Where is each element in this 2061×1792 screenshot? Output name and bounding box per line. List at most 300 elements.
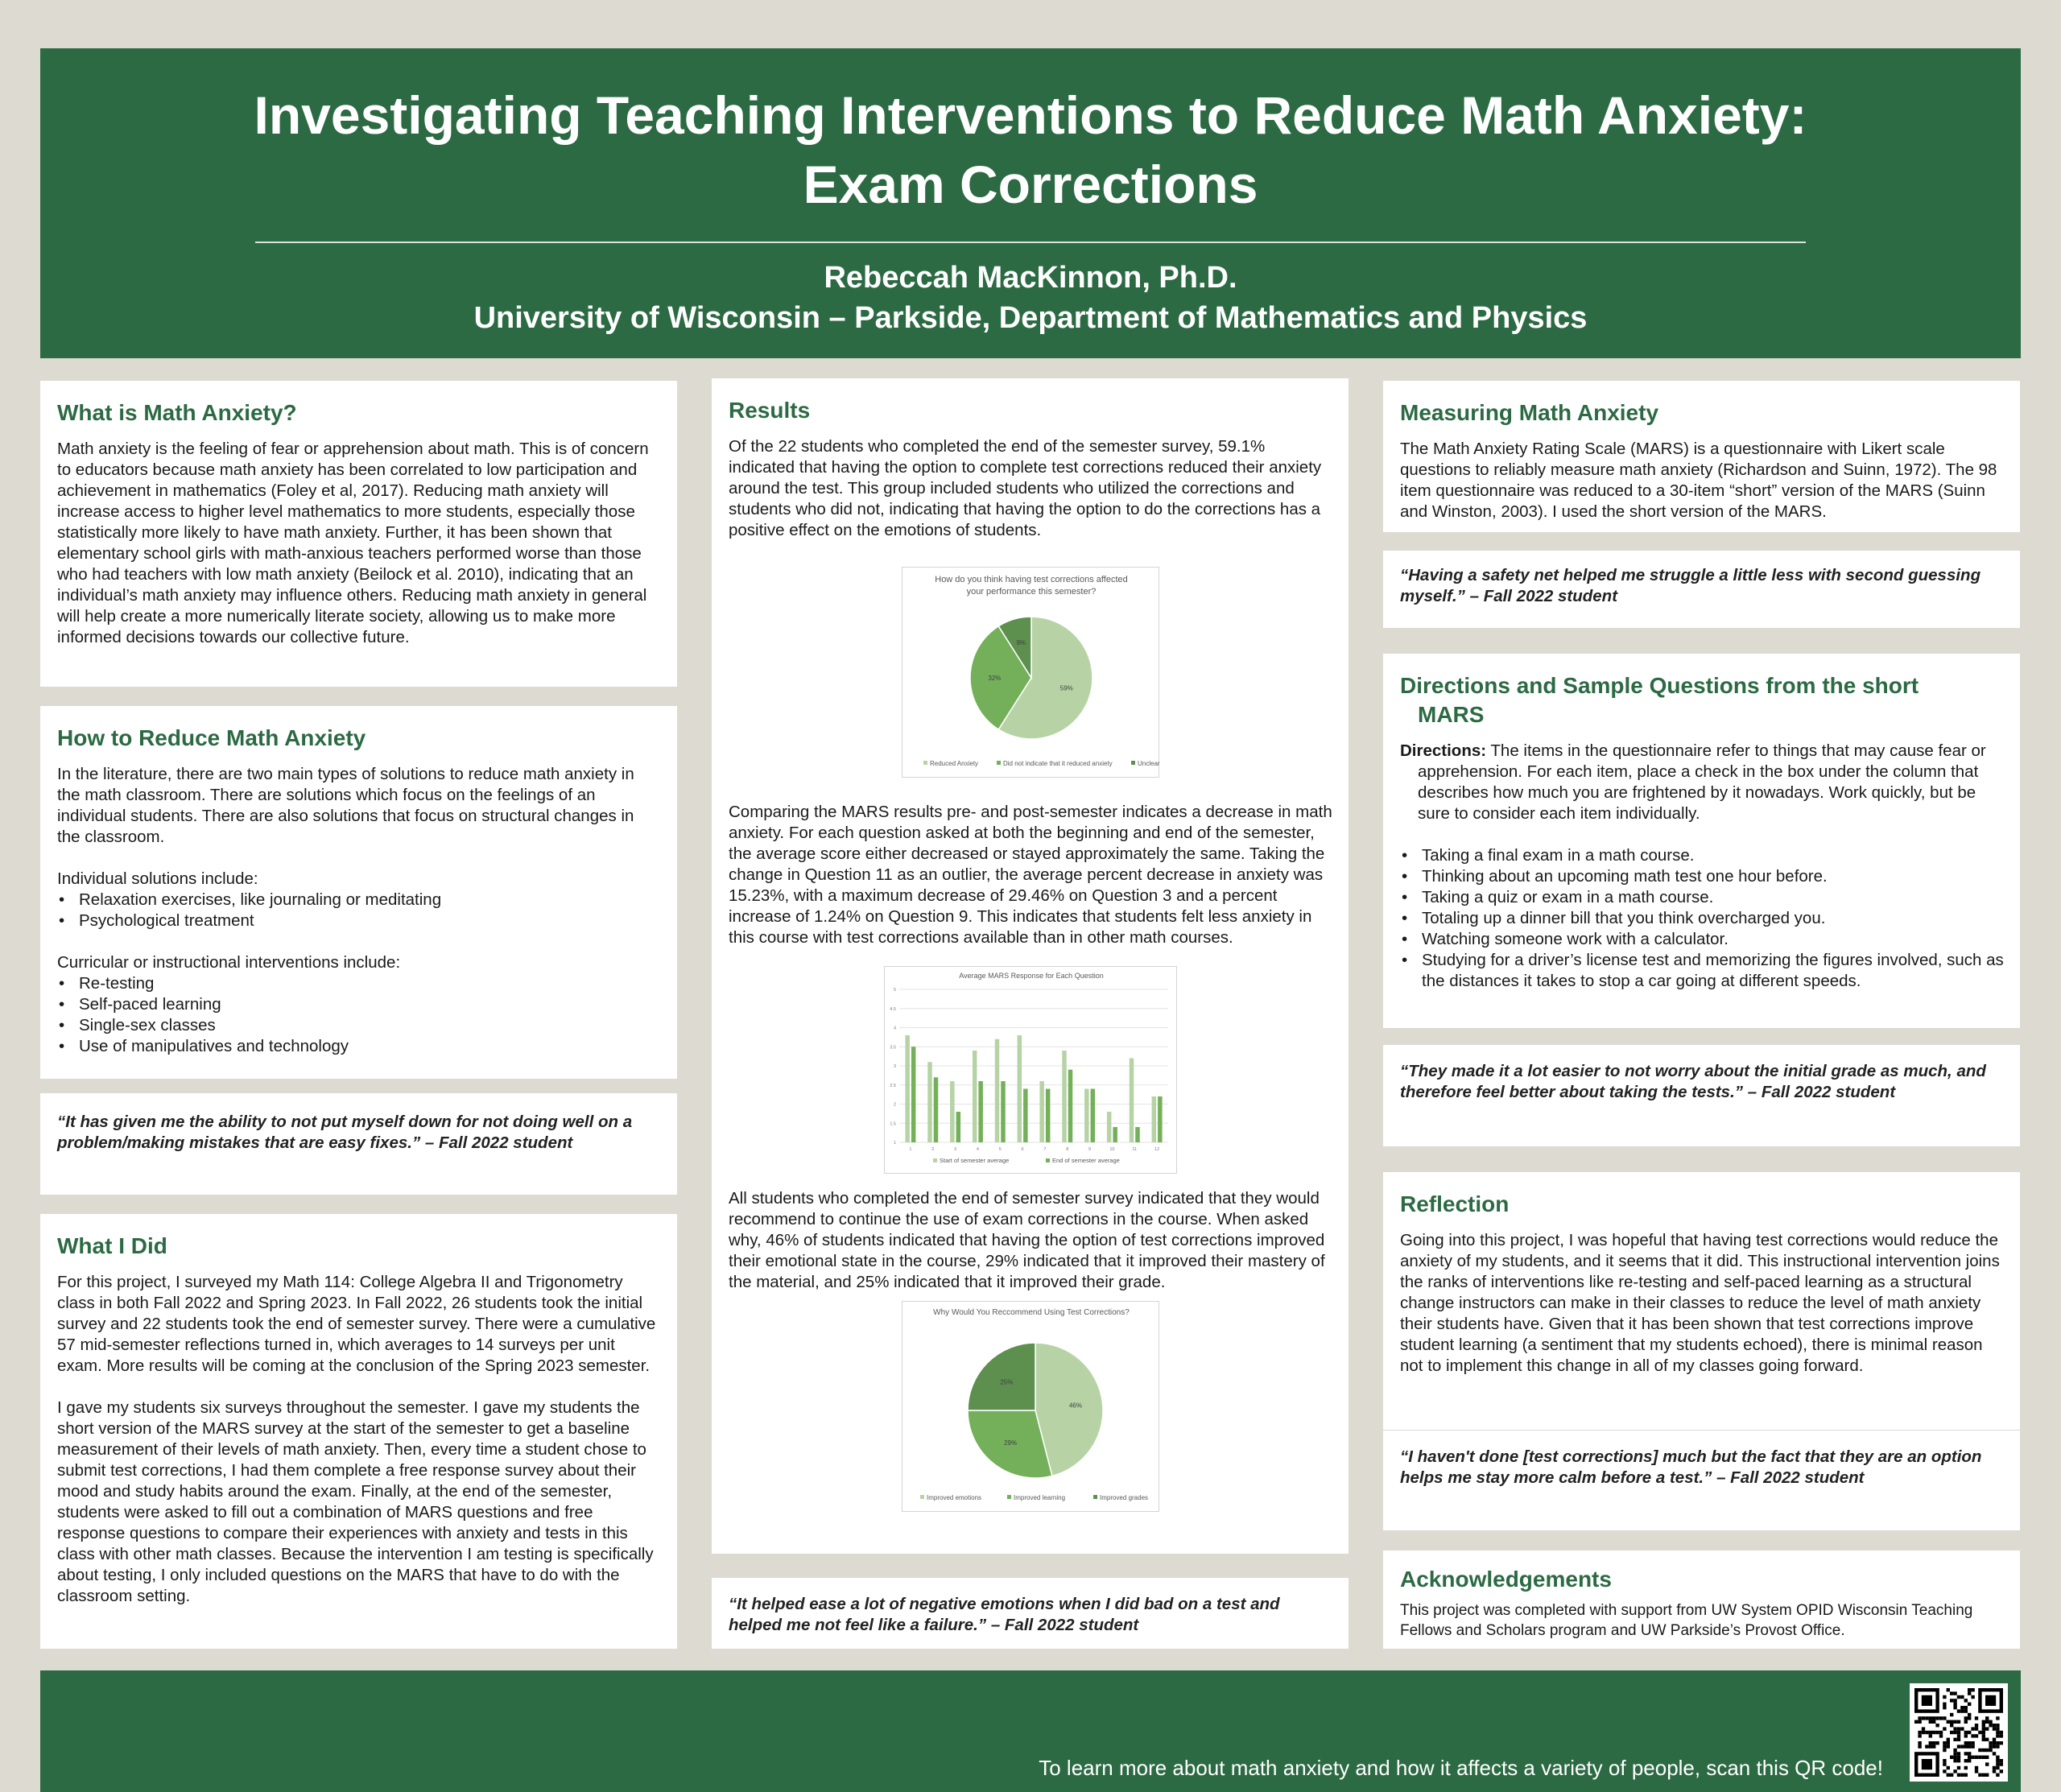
qr-module	[1964, 1709, 1968, 1712]
qr-module	[1968, 1713, 1971, 1716]
section-body-p2: I gave my students six surveys throughout the semester. I gave my students the short version of the MARS survey at the start of the semester to get a baseline measurement of their levels of math anxiety. Then, every time a student chose to submit test corrections, I had them complete a free response survey about their mood and study habits around the exam. Finally, at the end of the semester, students were asked to fill out a combination of MARS questions and free response questions to compare their experiences with anxiety and tests in this class with other math classes. Because the intervention I am testing is specifically about testing, I only included questions on the MARS that have to do with the classroom setting.	[57, 1398, 654, 1605]
bar	[1039, 1081, 1044, 1142]
qr-module	[1957, 1727, 1960, 1730]
qr-module	[1985, 1762, 1989, 1765]
qr-module	[1996, 1773, 1999, 1777]
qr-module	[1957, 1773, 1960, 1777]
heading-line-2: MARS	[1418, 702, 1485, 727]
qr-module	[1968, 1759, 1971, 1762]
qr-module	[1989, 1724, 1992, 1727]
qr-module	[1968, 1691, 1971, 1695]
qr-module	[1982, 1724, 1985, 1727]
qr-module	[1989, 1745, 1992, 1748]
y-tick-label: 3.5	[890, 1045, 896, 1051]
qr-module	[1996, 1759, 1999, 1762]
qr-module	[1953, 1699, 1956, 1702]
bar	[1113, 1127, 1117, 1142]
legend-label: Start of semester average	[940, 1157, 1010, 1164]
qr-module	[1925, 1716, 1928, 1720]
legend-label: Improved emotions	[927, 1494, 982, 1501]
chart-title-line-2: your performance this semester?	[966, 587, 1097, 597]
section-body-p1: For this project, I surveyed my Math 114: College Algebra II and Trigonometry class in both Fall 2022 and Spring 2023. In Fall 2022, 26 students took the initial survey and 22 students took the end of semester survey. There were a cumulative 57 mid-semester reflections turned in, which averages to 14 surveys per unit exam. More results will be coming at the conclusion of the Spring 2023 semester.	[57, 1273, 656, 1375]
qr-module	[1964, 1720, 1968, 1724]
qr-module	[1943, 1769, 1946, 1773]
qr-module	[1996, 1716, 1999, 1720]
qr-module	[1943, 1759, 1946, 1762]
slice-label: 9%	[1016, 639, 1026, 647]
qr-module	[1947, 1773, 1950, 1777]
qr-module	[1943, 1706, 1946, 1709]
qr-module	[1943, 1727, 1946, 1730]
qr-module	[1996, 1745, 1999, 1748]
x-tick-label: 12	[1154, 1147, 1160, 1152]
legend-swatch	[923, 761, 927, 765]
bar	[1001, 1081, 1006, 1142]
qr-module	[1947, 1766, 1950, 1769]
qr-module	[1957, 1734, 1960, 1737]
qr-module	[1957, 1738, 1960, 1741]
slice-label: 32%	[988, 675, 1002, 682]
pie-slice	[968, 1343, 1035, 1410]
pie-chart-svg	[902, 1302, 1160, 1513]
chart-title-line-1: How do you think having test corrections affected	[935, 575, 1128, 584]
qr-module	[1975, 1727, 1978, 1730]
bar	[973, 1051, 977, 1142]
qr-module	[1953, 1691, 1956, 1695]
qr-module	[1953, 1769, 1956, 1773]
qr-module	[1975, 1734, 1978, 1737]
results-p2: Comparing the MARS results pre- and post-semester indicates a decrease in math anxiety. For each question asked at both the beginning and end of the semester, the average score either decreased or stayed approximately the same. Taking the change in Question 11 as an outlier, the average percent decrease in anxiety was 15.23%, with a maximum decrease of 29.46% on Question 3 and a percent increase of 1.24% on Question 9. This indicates that students felt less anxiety in this course with test corrections available than in other math courses.	[729, 803, 1332, 947]
bar	[1091, 1089, 1095, 1143]
qr-module	[1957, 1720, 1960, 1724]
bar	[950, 1081, 955, 1142]
qr-module	[1929, 1731, 1932, 1734]
bar	[1158, 1096, 1163, 1142]
qr-module	[1989, 1720, 1992, 1724]
qr-module	[1993, 1769, 1996, 1773]
chart-title: Average MARS Response for Each Question	[959, 972, 1104, 980]
x-tick-label: 1	[909, 1147, 912, 1152]
what-is-math-anxiety-section	[40, 381, 677, 687]
quote-box-3	[1383, 1045, 2020, 1146]
bar	[1084, 1089, 1089, 1143]
measuring-section	[1383, 381, 2020, 532]
qr-module	[1968, 1731, 1971, 1734]
qr-module	[1982, 1731, 1985, 1734]
qr-code-icon[interactable]	[1910, 1683, 2008, 1782]
list-item: • Studying for a driver’s license test and memorizing the figures involved, such as the distances it takes to stop a car going at different speeds.	[1400, 950, 2004, 992]
qr-module	[1964, 1706, 1968, 1709]
qr-module	[1953, 1756, 1956, 1759]
reflection-section	[1383, 1172, 2020, 1430]
qr-module	[1947, 1741, 1950, 1745]
pie-chart-svg	[902, 568, 1160, 778]
legend-swatch	[920, 1495, 924, 1499]
qr-module	[1953, 1749, 1956, 1752]
qr-module	[1975, 1766, 1978, 1769]
qr-module	[1982, 1720, 1985, 1724]
qr-module	[1964, 1759, 1968, 1762]
qr-module	[1947, 1738, 1950, 1741]
x-tick-label: 10	[1109, 1147, 1115, 1152]
qr-module	[1932, 1745, 1935, 1748]
y-tick-label: 3	[893, 1064, 896, 1069]
qr-module	[1953, 1703, 1956, 1706]
title-line-1: Investigating Teaching Interventions to Reduce Math Anxiety:	[254, 85, 1807, 145]
qr-module	[1975, 1724, 1978, 1727]
how-to-reduce-section	[40, 706, 677, 1079]
qr-module	[1960, 1773, 1964, 1777]
qr-module	[1953, 1720, 1956, 1724]
qr-module	[1950, 1724, 1953, 1727]
qr-module	[2000, 1741, 2003, 1745]
legend-swatch	[1093, 1495, 1097, 1499]
y-tick-label: 5	[893, 988, 896, 993]
qr-module	[1950, 1713, 1953, 1716]
qr-module	[1957, 1766, 1960, 1769]
y-tick-label: 4.5	[890, 1006, 896, 1012]
qr-module	[1943, 1745, 1946, 1748]
bar	[1107, 1112, 1112, 1142]
bar	[905, 1035, 910, 1142]
x-tick-label: 8	[1066, 1147, 1069, 1152]
qr-module	[1953, 1759, 1956, 1762]
student-quote: “Having a safety net helped me struggle a little less with second guessing myself.” – Fall 2022 student	[1400, 566, 1981, 605]
legend-label: Reduced Anxiety	[930, 760, 979, 767]
qr-module	[1925, 1731, 1928, 1734]
qr-module	[1957, 1759, 1960, 1762]
bar	[1062, 1051, 1067, 1142]
qr-module	[1993, 1752, 1996, 1755]
qr-module	[1960, 1706, 1964, 1709]
poster-title	[40, 81, 2021, 219]
qr-module	[1943, 1762, 1946, 1765]
qr-module	[1982, 1727, 1985, 1730]
bar	[978, 1081, 983, 1142]
qr-module	[1971, 1695, 1974, 1699]
qr-module	[1943, 1741, 1946, 1745]
qr-call-to-action: To learn more about math anxiety and how it affects a variety of people, scan this QR code!	[1039, 1756, 1883, 1780]
qr-module	[1982, 1749, 1985, 1752]
qr-module	[1993, 1766, 1996, 1769]
qr-module	[1985, 1738, 1989, 1741]
slice-label: 59%	[1059, 684, 1073, 692]
qr-module	[1947, 1720, 1950, 1724]
qr-module	[1982, 1734, 1985, 1737]
quote-box-4	[1383, 1431, 2020, 1530]
list-item: • Use of manipulatives and technology	[57, 1036, 661, 1057]
y-tick-label: 2	[893, 1102, 896, 1108]
student-quote: “It helped ease a lot of negative emotions when I did bad on a test and helped me not feel like a failure.” – Fall 2022 student	[729, 1595, 1280, 1634]
individual-list	[57, 890, 661, 931]
list-item: • Single-sex classes	[57, 1015, 661, 1036]
list-item: • Psychological treatment	[57, 910, 661, 931]
heading-line-1: Directions and Sample Questions from the short	[1400, 673, 1919, 698]
qr-module	[1957, 1745, 1960, 1748]
quote-box-2	[1383, 551, 2020, 628]
legend-label: Did not indicate that it reduced anxiety	[1003, 760, 1113, 767]
qr-module	[1996, 1734, 1999, 1737]
qr-module	[1953, 1731, 1956, 1734]
qr-module	[1950, 1699, 1953, 1702]
qr-module	[2000, 1762, 2003, 1765]
quote-box-results	[712, 1578, 1349, 1649]
qr-module	[1953, 1706, 1956, 1709]
y-tick-label: 2.5	[890, 1083, 896, 1088]
qr-module	[1953, 1752, 1956, 1755]
qr-module	[1950, 1773, 1953, 1777]
legend-swatch	[1131, 761, 1135, 765]
section-intro: In the literature, there are two main types of solutions to reduce math anxiety in the math classroom. There are solutions which focus on the feelings of an individual students. There are also solutions that focus on structural changes in the classroom.	[57, 765, 634, 846]
list-item: • Relaxation exercises, like journaling or meditating	[57, 890, 661, 910]
directions-text	[1400, 741, 2004, 824]
bar	[1046, 1089, 1051, 1143]
header-divider	[255, 242, 1806, 243]
legend-swatch	[933, 1158, 937, 1162]
list-item: • Self-paced learning	[57, 994, 661, 1015]
qr-module	[1993, 1745, 1996, 1748]
qr-module	[1947, 1688, 1950, 1691]
quote-box-1	[40, 1093, 677, 1195]
qr-module	[1993, 1724, 1996, 1727]
directions-section	[1383, 654, 2020, 1028]
qr-finder	[1922, 1759, 1932, 1769]
x-tick-label: 3	[954, 1147, 957, 1152]
legend-label: Unclear	[1138, 760, 1160, 767]
x-tick-label: 6	[1021, 1147, 1024, 1152]
bar	[911, 1047, 916, 1142]
legend-swatch	[1046, 1158, 1050, 1162]
qr-module	[1957, 1756, 1960, 1759]
bar	[956, 1112, 961, 1142]
qr-module	[1939, 1734, 1943, 1737]
qr-module	[1932, 1716, 1935, 1720]
qr-module	[1925, 1745, 1928, 1748]
qr-module	[2000, 1734, 2003, 1737]
list-item: • Taking a final exam in a math course.	[1400, 845, 2004, 866]
slice-label: 25%	[1000, 1378, 1014, 1386]
legend-label: Improved grades	[1100, 1494, 1149, 1501]
sample-question-list	[1400, 845, 2004, 992]
qr-module	[1918, 1745, 1921, 1748]
section-heading: Results	[729, 398, 811, 423]
qr-module	[1914, 1720, 1918, 1724]
qr-module	[1964, 1745, 1968, 1748]
qr-module	[1935, 1731, 1939, 1734]
qr-module	[1922, 1731, 1925, 1734]
slice-label: 46%	[1068, 1402, 1083, 1410]
bar	[1068, 1070, 1073, 1142]
qr-module	[1960, 1695, 1964, 1699]
qr-finder	[1922, 1695, 1932, 1706]
curricular-list	[57, 973, 661, 1057]
qr-module	[1968, 1756, 1971, 1759]
qr-module	[1996, 1727, 1999, 1730]
qr-module	[1971, 1741, 1974, 1745]
qr-module	[1993, 1741, 1996, 1745]
qr-module	[1978, 1749, 1981, 1752]
section-body: Going into this project, I was hopeful that having test corrections would reduce the anxiety of my students, and it seems that it did. This instructional intervention joins the ranks of interventions like re-testing and self-paced learning as a structural change instructors can make in their classes to reduce the level of math anxiety their students have. Given that it has been shown that test corrections improve student learning (a sentiment that my students echoed), there is minimal reason not to implement this change in all of my classes going forward.	[1400, 1231, 2000, 1375]
qr-module	[1964, 1731, 1968, 1734]
bar	[995, 1039, 1000, 1142]
qr-module	[1993, 1738, 1996, 1741]
qr-module	[1957, 1752, 1960, 1755]
qr-code-svg	[1914, 1688, 2003, 1777]
qr-module	[1968, 1688, 1971, 1691]
qr-module	[1964, 1716, 1968, 1720]
qr-module	[1929, 1720, 1932, 1724]
student-quote: “It has given me the ability to not put myself down for not doing well on a problem/making mistakes that are easy fixes.” – Fall 2022 student	[57, 1113, 633, 1152]
qr-module	[1968, 1703, 1971, 1706]
qr-module	[1978, 1756, 1981, 1759]
section-heading: What is Math Anxiety?	[57, 400, 297, 425]
qr-module	[1996, 1762, 1999, 1765]
bar	[927, 1062, 932, 1142]
qr-module	[1932, 1741, 1935, 1745]
legend-label: Improved learning	[1014, 1494, 1066, 1501]
qr-module	[1950, 1731, 1953, 1734]
bar	[934, 1077, 939, 1142]
qr-module	[1978, 1773, 1981, 1777]
y-tick-label: 1	[893, 1141, 896, 1146]
poster-footer	[40, 1670, 2021, 1792]
pie-chart-recommend	[902, 1301, 1159, 1512]
qr-module	[1971, 1727, 1974, 1730]
qr-module	[1971, 1734, 1974, 1737]
list-item: • Taking a quiz or exam in a math course.	[1400, 887, 2004, 908]
legend-swatch	[1007, 1495, 1011, 1499]
qr-module	[1935, 1716, 1939, 1720]
qr-module	[1943, 1749, 1946, 1752]
results-p3: All students who completed the end of semester survey indicated that they would recommend to continue the use of exam corrections in the course. When asked why, 46% of students indicated that having the option of test corrections improved their emotional state in the course, 29% indicated that it improved their mastery of the material, and 25% indicated that it improved their grade.	[729, 1189, 1325, 1291]
qr-module	[1985, 1727, 1989, 1730]
qr-module	[1996, 1766, 1999, 1769]
qr-module	[1943, 1695, 1946, 1699]
x-tick-label: 5	[998, 1147, 1002, 1152]
qr-module	[1975, 1716, 1978, 1720]
qr-module	[1975, 1769, 1978, 1773]
curricular-label: Curricular or instructional interventions include:	[57, 953, 401, 972]
qr-module	[1918, 1731, 1921, 1734]
qr-module	[1978, 1731, 1981, 1734]
bar	[1023, 1089, 1028, 1143]
qr-module	[1971, 1756, 1974, 1759]
list-item: • Totaling up a dinner bill that you think overcharged you.	[1400, 908, 2004, 929]
qr-module	[1932, 1720, 1935, 1724]
x-tick-label: 4	[976, 1147, 979, 1152]
qr-module	[1985, 1749, 1989, 1752]
qr-module	[1993, 1727, 1996, 1730]
student-quote: “I haven't done [test corrections] much but the fact that they are an option helps me stay more calm before a test.” – Fall 2022 student	[1400, 1447, 1982, 1487]
qr-module	[1996, 1756, 1999, 1759]
section-body: The Math Anxiety Rating Scale (MARS) is a questionnaire with Likert scale questions to reliably measure math anxiety (Richardson and Suinn, 1972). The 98 item questionnaire was reduced to a 30-item “short” version of the MARS (Suinn and Winston, 2003). I used the short version of the MARS.	[1400, 440, 1997, 521]
qr-module	[2000, 1759, 2003, 1762]
qr-module	[1957, 1731, 1960, 1734]
bar	[1152, 1096, 1157, 1142]
qr-module	[1922, 1716, 1925, 1720]
qr-module	[1982, 1738, 1985, 1741]
qr-module	[1953, 1738, 1956, 1741]
x-tick-label: 9	[1088, 1147, 1092, 1152]
qr-module	[1996, 1741, 1999, 1745]
qr-module	[1943, 1703, 1946, 1706]
qr-module	[1950, 1756, 1953, 1759]
qr-module	[1989, 1741, 1992, 1745]
qr-module	[1939, 1731, 1943, 1734]
qr-module	[1960, 1745, 1964, 1748]
title-line-2: Exam Corrections	[803, 155, 1258, 214]
section-heading: Measuring Math Anxiety	[1400, 400, 1659, 425]
x-tick-label: 11	[1132, 1147, 1138, 1152]
qr-module	[1918, 1741, 1921, 1745]
qr-module	[1982, 1756, 1985, 1759]
poster-header	[40, 48, 2021, 358]
qr-module	[1968, 1741, 1971, 1745]
qr-module	[1964, 1766, 1968, 1769]
affiliation: University of Wisconsin – Parkside, Department of Mathematics and Physics	[473, 301, 1588, 335]
section-body: This project was completed with support from UW System OPID Wisconsin Teaching Fellows and Scholars program and UW Parkside’s Provost Office.	[1400, 1602, 1973, 1639]
bar-chart-svg	[885, 967, 1178, 1175]
bar-chart-mars	[884, 966, 1177, 1174]
qr-module	[1971, 1745, 1974, 1748]
section-heading: Acknowledgements	[1400, 1567, 1612, 1592]
section-heading: How to Reduce Math Anxiety	[57, 725, 366, 750]
qr-module	[1957, 1709, 1960, 1712]
y-tick-label: 1.5	[890, 1121, 896, 1127]
qr-module	[1985, 1756, 1989, 1759]
qr-module	[1985, 1720, 1989, 1724]
qr-module	[1960, 1709, 1964, 1712]
qr-module	[1996, 1731, 1999, 1734]
qr-module	[1957, 1695, 1960, 1699]
qr-module	[1960, 1727, 1964, 1730]
qr-module	[1985, 1773, 1989, 1777]
qr-module	[1935, 1724, 1939, 1727]
x-tick-label: 2	[931, 1147, 935, 1152]
legend-swatch	[997, 761, 1001, 765]
results-section	[712, 378, 1349, 1554]
qr-module	[1989, 1749, 1992, 1752]
what-i-did-section	[40, 1214, 677, 1649]
qr-module	[1929, 1745, 1932, 1748]
qr-module	[1971, 1688, 1974, 1691]
qr-module	[1968, 1716, 1971, 1720]
pie-chart-anxiety	[902, 567, 1159, 778]
author-name: Rebeccah MacKinnon, Ph.D.	[824, 261, 1237, 295]
qr-module	[1935, 1741, 1939, 1745]
qr-module	[1953, 1727, 1956, 1730]
qr-module	[1929, 1734, 1932, 1737]
section-heading	[1400, 671, 2004, 729]
qr-module	[1968, 1752, 1971, 1755]
qr-module	[1939, 1716, 1943, 1720]
qr-module	[1950, 1720, 1953, 1724]
qr-module	[1985, 1716, 1989, 1720]
directions-label: Directions:	[1400, 741, 1487, 760]
slice-label: 29%	[1004, 1439, 1018, 1447]
qr-module	[2000, 1731, 2003, 1734]
qr-module	[1975, 1756, 1978, 1759]
qr-module	[1918, 1720, 1921, 1724]
qr-module	[1922, 1727, 1925, 1730]
list-item: • Watching someone work with a calculator.	[1400, 929, 2004, 950]
section-heading: Reflection	[1400, 1191, 1510, 1216]
qr-finder	[1985, 1695, 1996, 1706]
qr-module	[1964, 1752, 1968, 1755]
qr-module	[1964, 1773, 1968, 1777]
individual-label: Individual solutions include:	[57, 869, 258, 888]
qr-module	[1947, 1745, 1950, 1748]
